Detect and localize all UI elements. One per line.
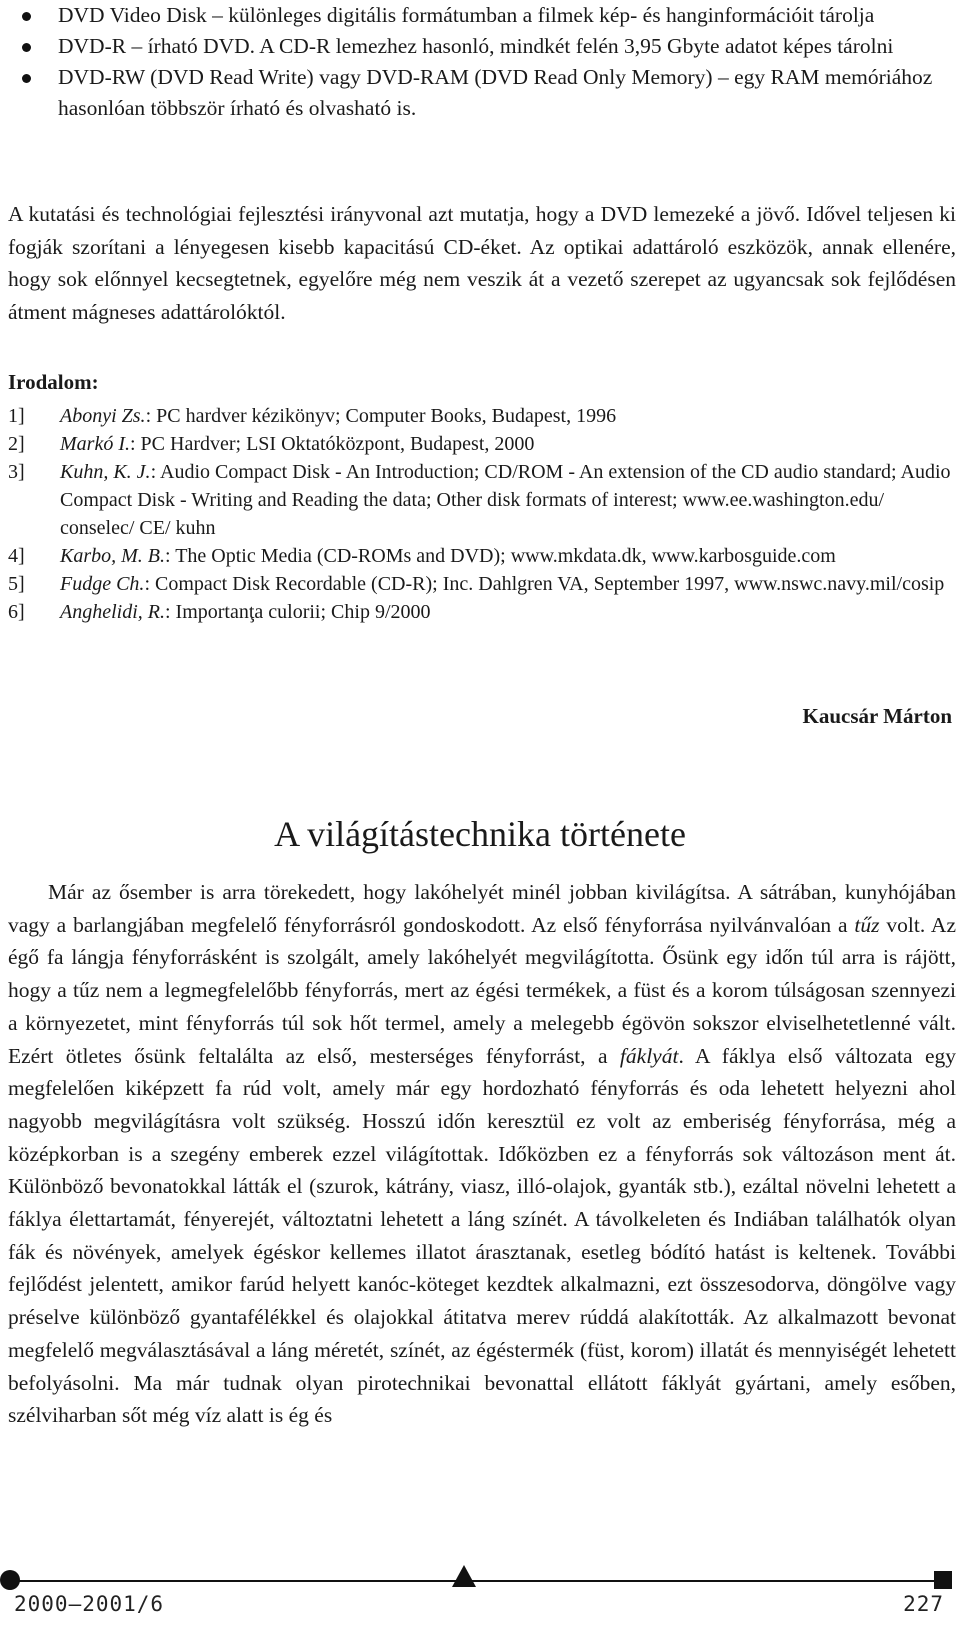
references-list — [8, 402, 956, 626]
bullet-icon — [22, 43, 31, 52]
reference-author: Kuhn, K. J. — [60, 461, 151, 483]
triangle-icon — [452, 1565, 476, 1587]
circle-icon — [0, 1570, 20, 1590]
body-paragraph: Már az ősember is arra törekedett, hogy lakóhelyét minél jobban kivilágítsa. A sátrában, kunyhójában vagy a barlangjában megfelelő fényforrásról gondoskodott. Az első fényforrása nyilvánvalóan a tűz volt. Az égő fa lángja fényforrásként is szolgált, amely lakóhelyét megvilágította. Ősünk egy időn túl arra is rájött, hogy a tűz nem a legmegfelelőbb fényforrás, mert az égési termékek, a füst és a korom túlságosan szennyezi a környezetet, mint fényforrás túl sok hőt termel, amely a melegebb égövön sokszor elviselhetetlenné vált. Ezért ötletes ősünk feltalálta az első, mesterséges fényforrást, a fáklyát. A fáklya első változata egy megfelelően kiképzett fa rúd volt, amely már egy hordozható fényforrás és oda lehetett helyezni ahol nagyobb megvilágításra volt szükség. Hosszú időn keresztül ez volt az emberiség fényforrása, még a középkorban is a szegény emberek ezzel világítottak. Időközben ez a fényforrás sok változáson ment át. Különböző bevonatokkal látták el (szurok, kátrány, viasz, illó-olajok, gyanták stb.), ezáltal növelni lehetett a fáklya élettartamát, fényerejét, változtatni lehetett a láng színét. A távolkeleten és Indiában találhatók olyan fák és növények, amelyek égéskor kellemes illatot árasztanak, esetleg bódító hatást is keltenek. További fejlődést jelentett, amikor farúd helyett kanóc-köteget kezdtek alkalmazni, ezt összesodorva, döngölve vagy préselve különböző gyantafélékkel és olajokkal átitatva merev rúddá alakították. Az alkalmazott bevonat megfelelő megválasztásával a láng méretét, színét, az égéstermék (füst, korom) illatát és mennyiségét lehetett befolyásolni. Ma már tudnak olyan pirotechnikai bevonattal ellátott fáklyát gyártani, amely esőben, szélviharban sőt még víz alatt is ég és — [8, 880, 956, 1428]
reference-author: Fudge Ch. — [60, 573, 145, 595]
references-heading: Irodalom: — [8, 370, 99, 394]
reference-item: 6] Anghelidi, R.: Importanţa culorii; Chip 9/2000 — [8, 601, 431, 623]
article-author: Kaucsár Márton — [802, 704, 952, 728]
list-item: DVD-R – írható DVD. A CD-R lemezhez hasonló, mindkét felén 3,95 Gbyte adatot képes tárolni — [10, 31, 955, 62]
reference-author: Anghelidi, R. — [60, 601, 165, 623]
body-paragraph: A kutatási és technológiai fejlesztési irányvonal azt mutatja, hogy a DVD lemezeké a jövő. Idővel teljesen ki fogják szorítani a lényegesen kisebb kapacitású CD-éket. Az optikai adattároló eszközök, annak ellenére, hogy sok előnnyel kecsegtetnek, egyelőre még nem veszik át a vezető szerepet az ugyancsak sok fejlődésen átment mágneses adattárolóktól. — [8, 202, 956, 324]
reference-item: 4] Karbo, M. B.: The Optic Media (CD-ROMs and DVD); www.mkdata.dk, www.karbosguide.com — [8, 545, 836, 567]
reference-item: 3] Kuhn, K. J.: Audio Compact Disk - An Introduction; CD/ROM - An extension of the CD audio standard; Audio Compact Disk - Writing and Reading the data; Other disk formats of interest; www.ee.washington.edu/ conselec/ CE/ kuhn — [8, 461, 951, 539]
emphasized-term: fáklyát — [619, 1043, 679, 1068]
bullet-icon — [22, 74, 31, 83]
reference-author: Markó I. — [60, 433, 130, 455]
dvd-type-list — [10, 0, 955, 124]
reference-item: 2] Markó I.: PC Hardver; LSI Oktatóközpont, Budapest, 2000 — [8, 433, 535, 455]
emphasized-term: tűz — [854, 912, 880, 937]
reference-item: 5] Fudge Ch.: Compact Disk Recordable (CD-R); Inc. Dahlgren VA, September 1997, www.nswc.navy.mil/cosip — [8, 573, 945, 595]
article-title: A világítástechnika története — [274, 814, 686, 854]
bullet-icon — [22, 12, 31, 21]
list-item: DVD Video Disk – különleges digitális formátumban a filmek kép- és hanginformációit tárolja — [10, 0, 955, 31]
reference-author: Karbo, M. B. — [60, 545, 165, 567]
list-item: DVD-RW (DVD Read Write) vagy DVD-RAM (DVD Read Only Memory) – egy RAM memóriához hasonlóan többször írható és olvasható is. — [10, 62, 955, 124]
square-icon — [934, 1571, 952, 1589]
issue-number: 2000–2001/6 — [14, 1592, 165, 1616]
reference-author: Abonyi Zs. — [60, 405, 146, 427]
footer-rule — [8, 1580, 952, 1582]
page-number: 227 — [903, 1592, 944, 1616]
reference-item: 1] Abonyi Zs.: PC hardver kézikönyv; Computer Books, Budapest, 1996 — [8, 405, 617, 427]
